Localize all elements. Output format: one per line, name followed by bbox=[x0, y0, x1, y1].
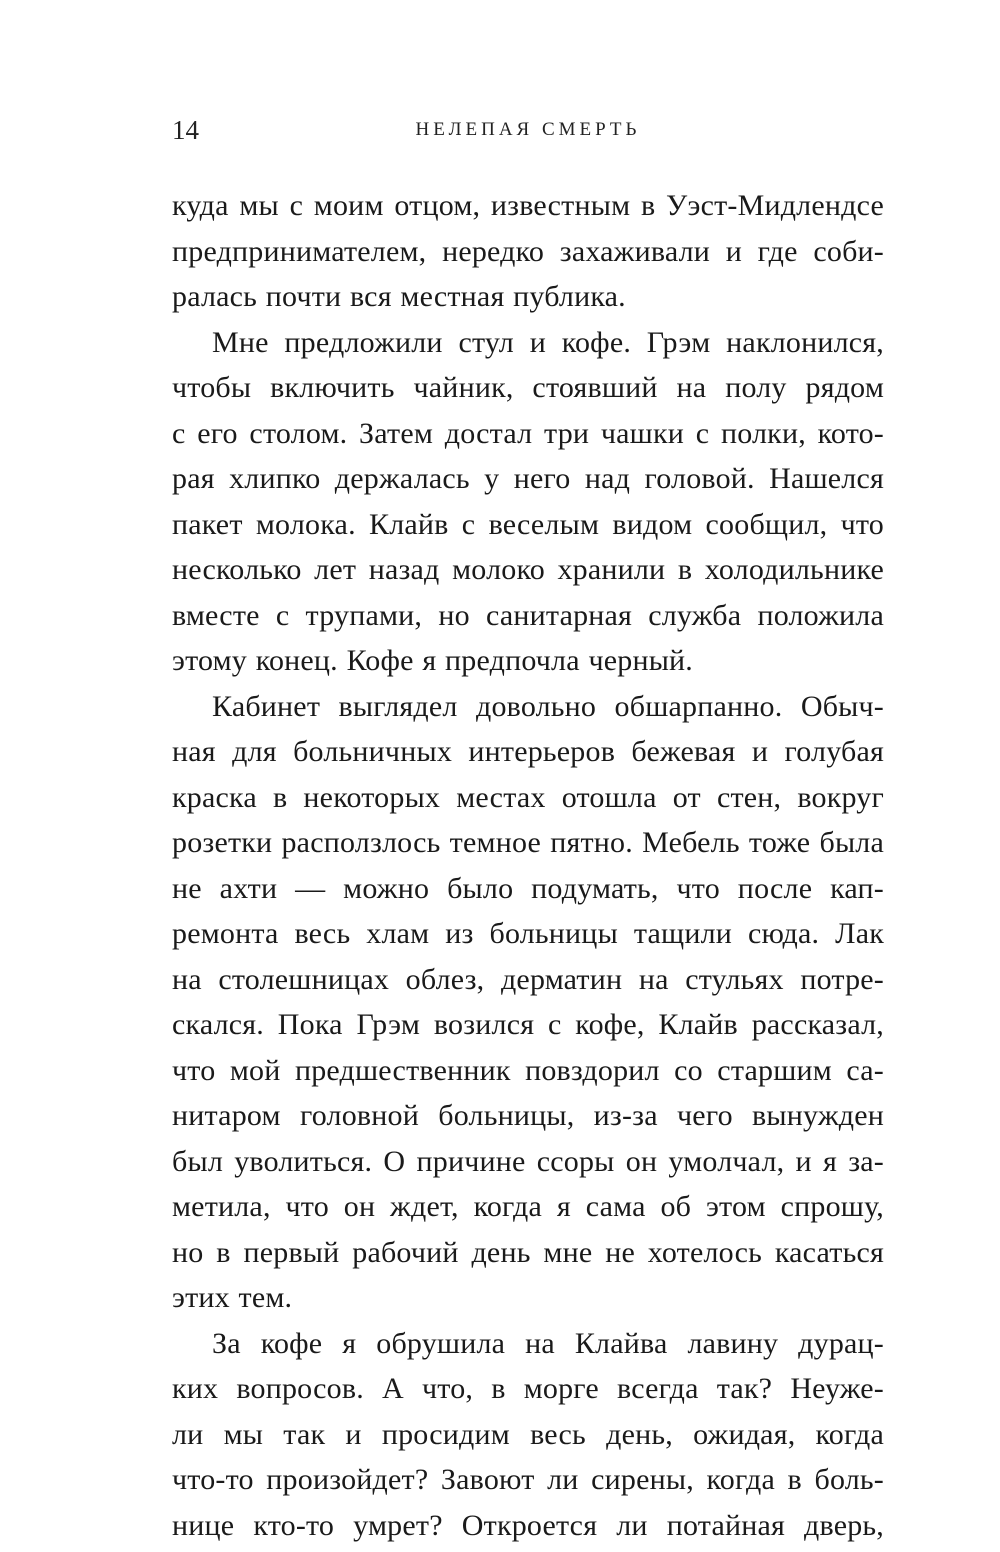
text-line: с его столом. Затем достал три чашки с полки, кото- bbox=[172, 416, 884, 450]
text-line: скался. Пока Грэм возился с кофе, Клайв рассказал, bbox=[172, 1008, 884, 1041]
text-line: что-то произойдет? Завоют ли сирены, когда в боль- bbox=[172, 1463, 884, 1496]
text-line: розетки расползлось темное пятно. Мебель тоже была bbox=[172, 826, 884, 859]
text-line: был уволиться. О причине ссоры он умолчал, и я за- bbox=[172, 1144, 884, 1178]
text-line: этих тем. bbox=[172, 1281, 293, 1314]
text-line: ная для больничных интерьеров бежевая и голубая bbox=[172, 735, 884, 768]
text-line: но в первый рабочий день мне не хотелось касаться bbox=[172, 1235, 884, 1269]
text-line: этому конец. Кофе я предпочла черный. bbox=[172, 644, 694, 677]
text-line: ралась почти вся местная публика. bbox=[172, 280, 626, 313]
text-line: вместе с трупами, но санитарная служба положила bbox=[172, 598, 884, 632]
text-line: краска в некоторых местах отошла от стен, вокруг bbox=[172, 780, 884, 814]
text-line: Мне предложили стул и кофе. Грэм наклонился, bbox=[212, 325, 884, 359]
text-line: пакет молока. Клайв с веселым видом сообщил, что bbox=[172, 507, 884, 541]
text-line: ких вопросов. А что, в морге всегда так? Неуже- bbox=[172, 1372, 884, 1405]
text-line: куда мы с моим отцом, известным в Уэст-Мидлендсе bbox=[172, 189, 884, 222]
text-line: предпринимателем, нередко захаживали и где соби- bbox=[172, 234, 884, 268]
text-line: не ахти — можно было подумать, что после кап- bbox=[172, 871, 884, 905]
text-line: нитаром головной больницы, из-за чего вынужден bbox=[172, 1099, 884, 1132]
text-line: ремонта весь хлам из больницы тащили сюда. Лак bbox=[172, 917, 884, 950]
text-line: несколько лет назад молоко хранили в холодильнике bbox=[172, 553, 884, 586]
text-line: чтобы включить чайник, стоявший на полу рядом bbox=[172, 371, 884, 404]
page-number: 14 bbox=[172, 115, 199, 145]
text-line: нице кто-то умрет? Откроется ли потайная дверь, bbox=[172, 1508, 884, 1542]
chapter-title: НЕЛЕПАЯ СМЕРТЬ bbox=[415, 119, 641, 140]
body-text bbox=[172, 183, 884, 1548]
text-line: Кабинет выглядел довольно обшарпанно. Обыч- bbox=[212, 689, 884, 723]
text-line: метила, что он ждет, когда я сама об этом спрошу, bbox=[172, 1190, 884, 1223]
text-line: что мой предшественник повздорил со старшим са- bbox=[172, 1053, 884, 1087]
text-line: на столешницах облез, дерматин на стульях потре- bbox=[172, 962, 884, 996]
running-header bbox=[172, 113, 884, 153]
text-line: За кофе я обрушила на Клайва лавину дурац- bbox=[212, 1326, 884, 1360]
text-line: ли мы так и просидим весь день, ожидая, когда bbox=[172, 1417, 884, 1451]
text-line: рая хлипко держалась у него над головой. Нашелся bbox=[172, 462, 884, 495]
